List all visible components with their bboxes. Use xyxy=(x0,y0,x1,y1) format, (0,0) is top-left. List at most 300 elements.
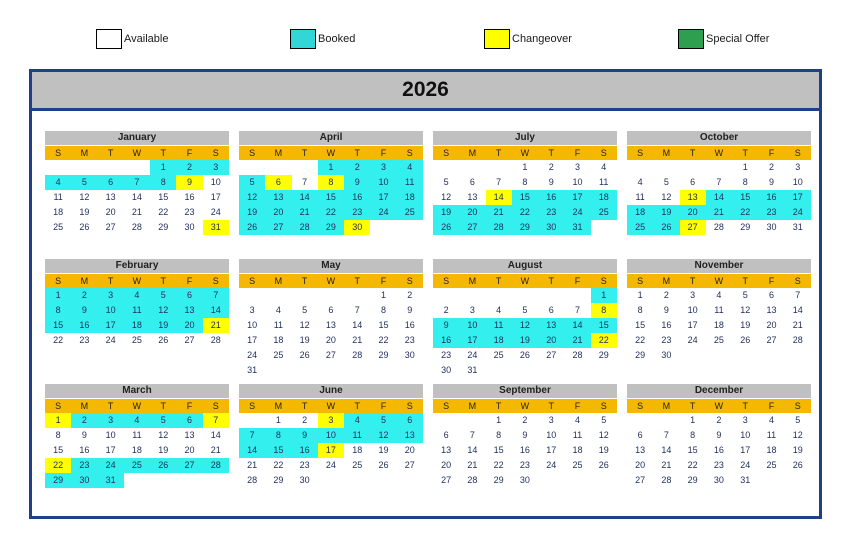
day-cell[interactable]: 31 xyxy=(740,475,751,485)
day-cell[interactable]: 29 xyxy=(493,475,504,485)
day-cell[interactable]: 24 xyxy=(546,460,557,470)
day-cell[interactable]: 22 xyxy=(53,335,64,345)
day-cell[interactable]: 19 xyxy=(239,205,265,220)
day-cell[interactable]: 6 xyxy=(176,413,202,428)
day-cell[interactable]: 15 xyxy=(512,190,538,205)
day-cell[interactable]: 8 xyxy=(380,305,386,315)
day-cell[interactable]: 22 xyxy=(512,205,538,220)
day-cell[interactable]: 28 xyxy=(210,335,221,345)
day-cell[interactable]: 7 xyxy=(124,175,150,190)
day-cell[interactable]: 18 xyxy=(352,445,363,455)
day-cell[interactable]: 11 xyxy=(635,192,645,202)
day-cell[interactable]: 22 xyxy=(591,333,617,348)
day-cell[interactable]: 1 xyxy=(45,288,71,303)
day-cell[interactable]: 30 xyxy=(766,222,777,232)
day-cell[interactable]: 9 xyxy=(81,430,87,440)
day-cell[interactable]: 14 xyxy=(564,318,590,333)
day-cell[interactable]: 6 xyxy=(548,305,554,315)
day-cell[interactable]: 27 xyxy=(766,335,777,345)
day-cell[interactable]: 14 xyxy=(467,445,478,455)
day-cell[interactable]: 6 xyxy=(690,177,696,187)
day-cell[interactable]: 13 xyxy=(325,320,336,330)
day-cell[interactable]: 7 xyxy=(663,430,669,440)
day-cell[interactable]: 19 xyxy=(653,205,679,220)
day-cell[interactable]: 27 xyxy=(105,222,116,232)
day-cell[interactable]: 22 xyxy=(378,335,389,345)
day-cell[interactable]: 9 xyxy=(407,305,413,315)
day-cell[interactable]: 18 xyxy=(486,333,512,348)
day-cell[interactable]: 29 xyxy=(598,350,609,360)
day-cell[interactable]: 19 xyxy=(158,445,169,455)
day-cell[interactable]: 12 xyxy=(512,318,538,333)
day-cell[interactable]: 17 xyxy=(318,443,344,458)
day-cell[interactable]: 27 xyxy=(325,350,336,360)
day-cell[interactable]: 24 xyxy=(564,205,590,220)
day-cell[interactable]: 3 xyxy=(98,288,124,303)
day-cell[interactable]: 3 xyxy=(318,413,344,428)
day-cell[interactable]: 15 xyxy=(732,190,758,205)
day-cell[interactable]: 12 xyxy=(150,303,176,318)
day-cell[interactable]: 10 xyxy=(105,430,116,440)
day-cell[interactable]: 18 xyxy=(766,445,777,455)
day-cell[interactable]: 11 xyxy=(572,430,583,440)
day-cell[interactable]: 21 xyxy=(131,207,142,217)
day-cell[interactable]: 16 xyxy=(713,445,724,455)
day-cell[interactable]: 19 xyxy=(433,205,459,220)
day-cell[interactable]: 4 xyxy=(344,413,370,428)
day-cell[interactable]: 5 xyxy=(742,290,748,300)
day-cell[interactable]: 21 xyxy=(247,460,258,470)
day-cell[interactable]: 10 xyxy=(740,430,751,440)
day-cell[interactable]: 14 xyxy=(203,303,229,318)
day-cell[interactable]: 16 xyxy=(79,445,90,455)
day-cell[interactable]: 28 xyxy=(292,220,318,235)
day-cell[interactable]: 13 xyxy=(184,430,195,440)
day-cell[interactable]: 15 xyxy=(318,190,344,205)
day-cell[interactable]: 16 xyxy=(433,333,459,348)
day-cell[interactable]: 2 xyxy=(716,415,722,425)
day-cell[interactable]: 19 xyxy=(299,335,310,345)
day-cell[interactable]: 21 xyxy=(352,335,363,345)
day-cell[interactable]: 16 xyxy=(344,190,370,205)
day-cell[interactable]: 4 xyxy=(275,305,281,315)
day-cell[interactable]: 25 xyxy=(53,222,64,232)
day-cell[interactable]: 30 xyxy=(344,220,370,235)
day-cell[interactable]: 20 xyxy=(184,445,195,455)
day-cell[interactable]: 23 xyxy=(661,335,672,345)
day-cell[interactable]: 21 xyxy=(792,320,803,330)
day-cell[interactable]: 14 xyxy=(239,443,265,458)
day-cell[interactable]: 16 xyxy=(292,443,318,458)
day-cell[interactable]: 27 xyxy=(459,220,485,235)
day-cell[interactable]: 29 xyxy=(740,222,751,232)
day-cell[interactable]: 3 xyxy=(690,290,696,300)
day-cell[interactable]: 27 xyxy=(176,458,202,473)
day-cell[interactable]: 10 xyxy=(792,177,803,187)
day-cell[interactable]: 15 xyxy=(45,318,71,333)
day-cell[interactable]: 17 xyxy=(247,335,258,345)
day-cell[interactable]: 26 xyxy=(79,222,90,232)
day-cell[interactable]: 11 xyxy=(124,303,150,318)
day-cell[interactable]: 24 xyxy=(370,205,396,220)
day-cell[interactable]: 28 xyxy=(352,350,363,360)
day-cell[interactable]: 22 xyxy=(158,207,169,217)
day-cell[interactable]: 6 xyxy=(265,175,291,190)
day-cell[interactable]: 22 xyxy=(635,335,646,345)
day-cell[interactable]: 16 xyxy=(661,320,672,330)
day-cell[interactable]: 2 xyxy=(443,305,449,315)
day-cell[interactable]: 18 xyxy=(397,190,423,205)
day-cell[interactable]: 15 xyxy=(265,443,291,458)
day-cell[interactable]: 23 xyxy=(71,458,97,473)
day-cell[interactable]: 11 xyxy=(273,320,284,330)
day-cell[interactable]: 27 xyxy=(184,335,195,345)
day-cell[interactable]: 11 xyxy=(132,430,142,440)
day-cell[interactable]: 9 xyxy=(768,177,774,187)
day-cell[interactable]: 8 xyxy=(522,177,528,187)
day-cell[interactable]: 10 xyxy=(546,430,557,440)
day-cell[interactable]: 2 xyxy=(71,288,97,303)
day-cell[interactable]: 6 xyxy=(328,305,334,315)
day-cell[interactable]: 13 xyxy=(441,445,452,455)
day-cell[interactable]: 6 xyxy=(176,288,202,303)
day-cell[interactable]: 29 xyxy=(635,350,646,360)
day-cell[interactable]: 18 xyxy=(53,207,64,217)
day-cell[interactable]: 21 xyxy=(292,205,318,220)
day-cell[interactable]: 10 xyxy=(98,303,124,318)
day-cell[interactable]: 8 xyxy=(150,175,176,190)
day-cell[interactable]: 2 xyxy=(663,290,669,300)
day-cell[interactable]: 12 xyxy=(158,430,169,440)
day-cell[interactable]: 19 xyxy=(512,333,538,348)
day-cell[interactable]: 2 xyxy=(302,415,308,425)
day-cell[interactable]: 14 xyxy=(292,190,318,205)
day-cell[interactable]: 2 xyxy=(407,290,413,300)
day-cell[interactable]: 16 xyxy=(184,192,195,202)
day-cell[interactable]: 3 xyxy=(469,305,475,315)
day-cell[interactable]: 5 xyxy=(443,177,449,187)
day-cell[interactable]: 12 xyxy=(239,190,265,205)
day-cell[interactable]: 23 xyxy=(441,350,452,360)
day-cell[interactable]: 17 xyxy=(98,318,124,333)
day-cell[interactable]: 4 xyxy=(574,415,580,425)
day-cell[interactable]: 1 xyxy=(275,415,281,425)
day-cell[interactable]: 1 xyxy=(690,415,696,425)
day-cell[interactable]: 9 xyxy=(176,175,202,190)
day-cell[interactable]: 15 xyxy=(378,320,389,330)
day-cell[interactable]: 14 xyxy=(210,430,221,440)
day-cell[interactable]: 28 xyxy=(486,220,512,235)
day-cell[interactable]: 14 xyxy=(792,305,803,315)
day-cell[interactable]: 16 xyxy=(758,190,784,205)
day-cell[interactable]: 25 xyxy=(352,460,363,470)
day-cell[interactable]: 3 xyxy=(370,160,396,175)
day-cell[interactable]: 28 xyxy=(203,458,229,473)
day-cell[interactable]: 1 xyxy=(380,290,386,300)
day-cell[interactable]: 13 xyxy=(105,192,116,202)
day-cell[interactable]: 31 xyxy=(564,220,590,235)
day-cell[interactable]: 28 xyxy=(247,475,258,485)
day-cell[interactable]: 8 xyxy=(742,177,748,187)
day-cell[interactable]: 28 xyxy=(131,222,142,232)
day-cell[interactable]: 28 xyxy=(661,475,672,485)
day-cell[interactable]: 17 xyxy=(564,190,590,205)
day-cell[interactable]: 31 xyxy=(98,473,124,488)
day-cell[interactable]: 7 xyxy=(716,177,722,187)
day-cell[interactable]: 7 xyxy=(354,305,360,315)
day-cell[interactable]: 21 xyxy=(467,460,478,470)
day-cell[interactable]: 27 xyxy=(635,475,646,485)
day-cell[interactable]: 13 xyxy=(397,428,423,443)
day-cell[interactable]: 11 xyxy=(53,192,63,202)
day-cell[interactable]: 4 xyxy=(397,160,423,175)
day-cell[interactable]: 20 xyxy=(325,335,336,345)
day-cell[interactable]: 18 xyxy=(627,205,653,220)
day-cell[interactable]: 12 xyxy=(661,192,672,202)
day-cell[interactable]: 8 xyxy=(45,303,71,318)
day-cell[interactable]: 2 xyxy=(548,162,554,172)
day-cell[interactable]: 10 xyxy=(318,428,344,443)
day-cell[interactable]: 4 xyxy=(124,288,150,303)
day-cell[interactable]: 11 xyxy=(599,177,609,187)
day-cell[interactable]: 6 xyxy=(397,413,423,428)
day-cell[interactable]: 4 xyxy=(124,413,150,428)
day-cell[interactable]: 8 xyxy=(637,305,643,315)
day-cell[interactable]: 20 xyxy=(538,333,564,348)
day-cell[interactable]: 13 xyxy=(680,190,706,205)
day-cell[interactable]: 7 xyxy=(496,177,502,187)
day-cell[interactable]: 18 xyxy=(273,335,284,345)
day-cell[interactable]: 8 xyxy=(591,303,617,318)
day-cell[interactable]: 25 xyxy=(131,335,142,345)
day-cell[interactable]: 7 xyxy=(469,430,475,440)
day-cell[interactable]: 20 xyxy=(766,320,777,330)
day-cell[interactable]: 9 xyxy=(344,175,370,190)
day-cell[interactable]: 27 xyxy=(404,460,415,470)
day-cell[interactable]: 27 xyxy=(265,220,291,235)
day-cell[interactable]: 3 xyxy=(574,162,580,172)
day-cell[interactable]: 12 xyxy=(792,430,803,440)
day-cell[interactable]: 5 xyxy=(795,415,801,425)
day-cell[interactable]: 18 xyxy=(591,190,617,205)
day-cell[interactable]: 7 xyxy=(795,290,801,300)
day-cell[interactable]: 29 xyxy=(158,222,169,232)
day-cell[interactable]: 8 xyxy=(690,430,696,440)
day-cell[interactable]: 20 xyxy=(105,207,116,217)
day-cell[interactable]: 30 xyxy=(299,475,310,485)
day-cell[interactable]: 29 xyxy=(378,350,389,360)
day-cell[interactable]: 22 xyxy=(45,458,71,473)
day-cell[interactable]: 7 xyxy=(203,413,229,428)
day-cell[interactable]: 25 xyxy=(766,460,777,470)
day-cell[interactable]: 30 xyxy=(71,473,97,488)
day-cell[interactable]: 9 xyxy=(433,318,459,333)
day-cell[interactable]: 8 xyxy=(318,175,344,190)
day-cell[interactable]: 25 xyxy=(591,205,617,220)
day-cell[interactable]: 5 xyxy=(239,175,265,190)
day-cell[interactable]: 30 xyxy=(538,220,564,235)
day-cell[interactable]: 20 xyxy=(176,318,202,333)
day-cell[interactable]: 17 xyxy=(740,445,751,455)
day-cell[interactable]: 1 xyxy=(522,162,528,172)
day-cell[interactable]: 23 xyxy=(344,205,370,220)
day-cell[interactable]: 23 xyxy=(713,460,724,470)
day-cell[interactable]: 27 xyxy=(441,475,452,485)
day-cell[interactable]: 30 xyxy=(184,222,195,232)
day-cell[interactable]: 13 xyxy=(176,303,202,318)
day-cell[interactable]: 20 xyxy=(680,205,706,220)
day-cell[interactable]: 13 xyxy=(265,190,291,205)
day-cell[interactable]: 26 xyxy=(653,220,679,235)
day-cell[interactable]: 25 xyxy=(273,350,284,360)
day-cell[interactable]: 4 xyxy=(496,305,502,315)
day-cell[interactable]: 24 xyxy=(98,458,124,473)
day-cell[interactable]: 20 xyxy=(441,460,452,470)
day-cell[interactable]: 16 xyxy=(519,445,530,455)
day-cell[interactable]: 6 xyxy=(637,430,643,440)
day-cell[interactable]: 17 xyxy=(210,192,221,202)
day-cell[interactable]: 19 xyxy=(740,320,751,330)
day-cell[interactable]: 9 xyxy=(716,430,722,440)
day-cell[interactable]: 23 xyxy=(79,335,90,345)
day-cell[interactable]: 9 xyxy=(548,177,554,187)
day-cell[interactable]: 14 xyxy=(706,190,732,205)
day-cell[interactable]: 31 xyxy=(467,365,478,375)
day-cell[interactable]: 17 xyxy=(785,190,811,205)
day-cell[interactable]: 7 xyxy=(302,177,308,187)
day-cell[interactable]: 15 xyxy=(635,320,646,330)
day-cell[interactable]: 3 xyxy=(795,162,801,172)
day-cell[interactable]: 23 xyxy=(184,207,195,217)
day-cell[interactable]: 18 xyxy=(572,445,583,455)
day-cell[interactable]: 12 xyxy=(598,430,609,440)
day-cell[interactable]: 10 xyxy=(459,318,485,333)
day-cell[interactable]: 4 xyxy=(716,290,722,300)
day-cell[interactable]: 26 xyxy=(299,350,310,360)
day-cell[interactable]: 25 xyxy=(493,350,504,360)
day-cell[interactable]: 28 xyxy=(792,335,803,345)
day-cell[interactable]: 5 xyxy=(150,413,176,428)
day-cell[interactable]: 24 xyxy=(467,350,478,360)
day-cell[interactable]: 30 xyxy=(713,475,724,485)
day-cell[interactable]: 9 xyxy=(522,430,528,440)
day-cell[interactable]: 9 xyxy=(292,428,318,443)
day-cell[interactable]: 26 xyxy=(598,460,609,470)
day-cell[interactable]: 19 xyxy=(792,445,803,455)
day-cell[interactable]: 21 xyxy=(486,205,512,220)
day-cell[interactable]: 4 xyxy=(45,175,71,190)
day-cell[interactable]: 26 xyxy=(150,458,176,473)
day-cell[interactable]: 2 xyxy=(176,160,202,175)
day-cell[interactable]: 26 xyxy=(740,335,751,345)
day-cell[interactable]: 5 xyxy=(370,413,396,428)
day-cell[interactable]: 1 xyxy=(496,415,502,425)
day-cell[interactable]: 13 xyxy=(635,445,646,455)
day-cell[interactable]: 24 xyxy=(687,335,698,345)
day-cell[interactable]: 7 xyxy=(239,428,265,443)
day-cell[interactable]: 13 xyxy=(766,305,777,315)
day-cell[interactable]: 24 xyxy=(325,460,336,470)
day-cell[interactable]: 9 xyxy=(663,305,669,315)
day-cell[interactable]: 12 xyxy=(370,428,396,443)
day-cell[interactable]: 21 xyxy=(706,205,732,220)
day-cell[interactable]: 20 xyxy=(265,205,291,220)
day-cell[interactable]: 19 xyxy=(598,445,609,455)
day-cell[interactable]: 23 xyxy=(299,460,310,470)
day-cell[interactable]: 8 xyxy=(496,430,502,440)
day-cell[interactable]: 29 xyxy=(45,473,71,488)
day-cell[interactable]: 7 xyxy=(203,288,229,303)
day-cell[interactable]: 10 xyxy=(572,177,583,187)
day-cell[interactable]: 23 xyxy=(758,205,784,220)
day-cell[interactable]: 12 xyxy=(299,320,310,330)
day-cell[interactable]: 5 xyxy=(601,415,607,425)
day-cell[interactable]: 23 xyxy=(404,335,415,345)
day-cell[interactable]: 12 xyxy=(740,305,751,315)
day-cell[interactable]: 17 xyxy=(370,190,396,205)
day-cell[interactable]: 9 xyxy=(71,303,97,318)
day-cell[interactable]: 25 xyxy=(572,460,583,470)
day-cell[interactable]: 27 xyxy=(680,220,706,235)
day-cell[interactable]: 23 xyxy=(519,460,530,470)
day-cell[interactable]: 24 xyxy=(247,350,258,360)
day-cell[interactable]: 11 xyxy=(397,175,423,190)
day-cell[interactable]: 3 xyxy=(548,415,554,425)
day-cell[interactable]: 21 xyxy=(661,460,672,470)
day-cell[interactable]: 17 xyxy=(687,320,698,330)
day-cell[interactable]: 16 xyxy=(404,320,415,330)
day-cell[interactable]: 10 xyxy=(247,320,258,330)
day-cell[interactable]: 14 xyxy=(352,320,363,330)
day-cell[interactable]: 28 xyxy=(572,350,583,360)
day-cell[interactable]: 23 xyxy=(538,205,564,220)
day-cell[interactable]: 4 xyxy=(601,162,607,172)
day-cell[interactable]: 3 xyxy=(742,415,748,425)
day-cell[interactable]: 29 xyxy=(512,220,538,235)
day-cell[interactable]: 19 xyxy=(79,207,90,217)
day-cell[interactable]: 8 xyxy=(55,430,61,440)
day-cell[interactable]: 3 xyxy=(203,160,229,175)
day-cell[interactable]: 6 xyxy=(469,177,475,187)
day-cell[interactable]: 2 xyxy=(344,160,370,175)
day-cell[interactable]: 30 xyxy=(519,475,530,485)
day-cell[interactable]: 13 xyxy=(538,318,564,333)
day-cell[interactable]: 5 xyxy=(71,175,97,190)
day-cell[interactable]: 10 xyxy=(370,175,396,190)
day-cell[interactable]: 18 xyxy=(124,318,150,333)
day-cell[interactable]: 4 xyxy=(768,415,774,425)
day-cell[interactable]: 30 xyxy=(404,350,415,360)
day-cell[interactable]: 24 xyxy=(210,207,221,217)
day-cell[interactable]: 22 xyxy=(273,460,284,470)
day-cell[interactable]: 25 xyxy=(124,458,150,473)
day-cell[interactable]: 8 xyxy=(265,428,291,443)
day-cell[interactable]: 30 xyxy=(661,350,672,360)
day-cell[interactable]: 5 xyxy=(302,305,308,315)
day-cell[interactable]: 26 xyxy=(378,460,389,470)
day-cell[interactable]: 15 xyxy=(158,192,169,202)
day-cell[interactable]: 20 xyxy=(635,460,646,470)
day-cell[interactable]: 4 xyxy=(637,177,643,187)
day-cell[interactable]: 14 xyxy=(661,445,672,455)
day-cell[interactable]: 12 xyxy=(441,192,452,202)
day-cell[interactable]: 18 xyxy=(131,445,142,455)
day-cell[interactable]: 26 xyxy=(433,220,459,235)
day-cell[interactable]: 14 xyxy=(486,190,512,205)
day-cell[interactable]: 26 xyxy=(158,335,169,345)
day-cell[interactable]: 26 xyxy=(792,460,803,470)
day-cell[interactable]: 31 xyxy=(203,220,229,235)
